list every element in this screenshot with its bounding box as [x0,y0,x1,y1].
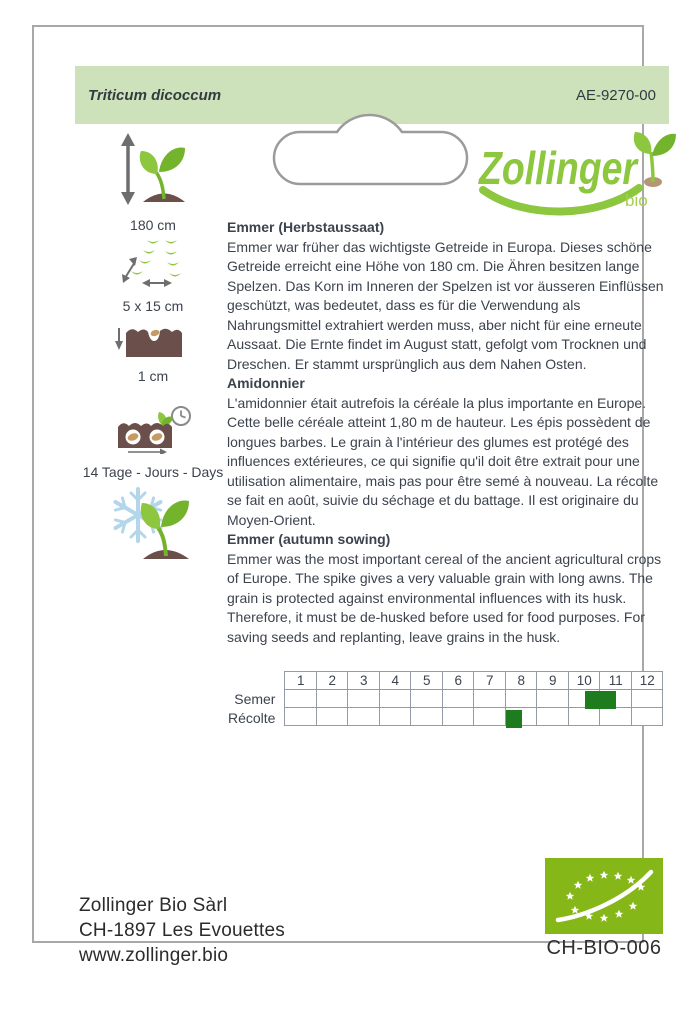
calendar-cell [285,708,317,726]
logo-sub-brand-text: bio [625,191,648,210]
spec-frost-hardy [73,479,233,572]
calendar-month-header: 10 [569,672,601,690]
spec-sowing-depth [73,320,233,384]
calendar-cell [632,690,664,708]
organic-certification-code: CH-BIO-006 [546,937,662,959]
section-title-fr: Amidonnier [227,375,305,391]
company-name: Zollinger Bio Sàrl [79,895,228,916]
spec-germination-time [73,404,233,480]
calendar-cell [411,708,443,726]
calendar-cell [632,708,664,726]
calendar-cell [537,690,569,708]
calendar-cell [569,708,601,726]
company-website: www.zollinger.bio [79,945,229,966]
spec-label: 5 x 15 cm [122,298,184,314]
calendar-month-header: 9 [537,672,569,690]
calendar-month-header: 11 [600,672,632,690]
calendar-cell [348,690,380,708]
section-title-en: Emmer (autumn sowing) [227,531,391,547]
calendar-label-spacer [228,671,275,690]
spec-label: 180 cm [130,217,176,233]
calendar-bar [585,691,617,709]
spec-label: 1 cm [137,368,169,384]
company-city: CH-1897 Les Evouettes [79,920,285,941]
hang-hole-cutout [267,109,477,191]
calendar-month-header: 5 [411,672,443,690]
section-body-de: Emmer war früher das wichtigste Getreide in Europa. Dieses schöne Getreide erreicht eine Höhe von 180 cm. Die Ähren besitzen lange Spelzen. Das Korn im Inneren der Spelzen ist vor äusseren Einflüssen geschützt, was bedeutet, dass es für die Verwendung als Nahrungsmittel extrahiert werden muss, aber nicht für eine erneute Aussaat. Die Ernte findet im August statt, gefolgt vom Trocknen und Dreschen. Er stammt ursprünglich aus dem Nahen Osten. [227,238,664,372]
plant-height-icon [117,131,189,207]
calendar-cell [537,708,569,726]
calendar-month-header: 4 [380,672,412,690]
calendar-grid-wrap [284,671,663,728]
spec-seed-spacing [73,238,233,314]
logo-sprout-icon [634,132,676,187]
calendar-month-header: 2 [317,672,349,690]
calendar-month-header: 1 [285,672,317,690]
calendar-cell [474,708,506,726]
calendar-bar [506,710,522,728]
calendar-cell [443,708,475,726]
section-body-en: Emmer was the most important cereal of the ancient agricultural crops of Europe. The spike gives a very valuable grain with long awns. The grain is protected against environmental influences with its husk. Therefore, it must be de-husked before used for food purposes. For saving seeds and replanting, leave grains in the husk. [227,550,662,645]
spec-label: 14 Tage - Jours - Days [82,464,224,480]
article-number: AE-9270-00 [575,86,656,104]
calendar-cell [285,690,317,708]
calendar-cell [411,690,443,708]
calendar-cell [380,708,412,726]
calendar-month-header: 3 [348,672,380,690]
calendar-month-header: 7 [474,672,506,690]
calendar-cell [348,708,380,726]
calendar-month-header: 6 [443,672,475,690]
calendar-month-header: 8 [506,672,538,690]
sowing-depth-icon [114,320,192,358]
zollinger-bio-logo [477,124,676,220]
calendar-cell [317,690,349,708]
calendar-row-label: Récolte [228,710,276,726]
footer-address [79,893,285,968]
section-title-de: Emmer (Herbstaussaat) [227,219,385,235]
calendar-cell [600,708,632,726]
calendar-row-labels [228,671,284,728]
calendar-cell [474,690,506,708]
calendar-cell [380,690,412,708]
calendar-cell [317,708,349,726]
seed-packet-label [32,25,664,966]
logo-brand-text: Zollinger [477,142,639,194]
seed-spacing-icon [117,238,189,288]
eu-organic-leaf-logo [545,858,663,934]
calendar-cell [506,690,538,708]
variety-name: Triticum dicoccum [88,86,222,104]
section-body-fr: L'amidonnier était autrefois la céréale la plus importante en Europe. Cette belle céréale atteint 1,80 m de hauteur. Les épis possèdent de longues barbes. Le grain à l'intérieur des glumes est protégé des influences extérieures, ce qui signifie qu'il doit être extrait pour une utilisation alimentaire, mais pas pour être semé à nouveau. La récolte se fait en août, suivie du séchage et du battage. Il est originaire du Moyen-Orient. [227,394,659,528]
germination-time-icon [110,404,196,454]
spec-plant-height [73,131,233,233]
description-text [227,218,667,647]
sowing-calendar [228,671,663,728]
frost-hardy-icon [105,479,201,567]
calendar-cell [443,690,475,708]
calendar-month-header: 12 [632,672,664,690]
calendar-row-label: Semer [234,691,276,707]
